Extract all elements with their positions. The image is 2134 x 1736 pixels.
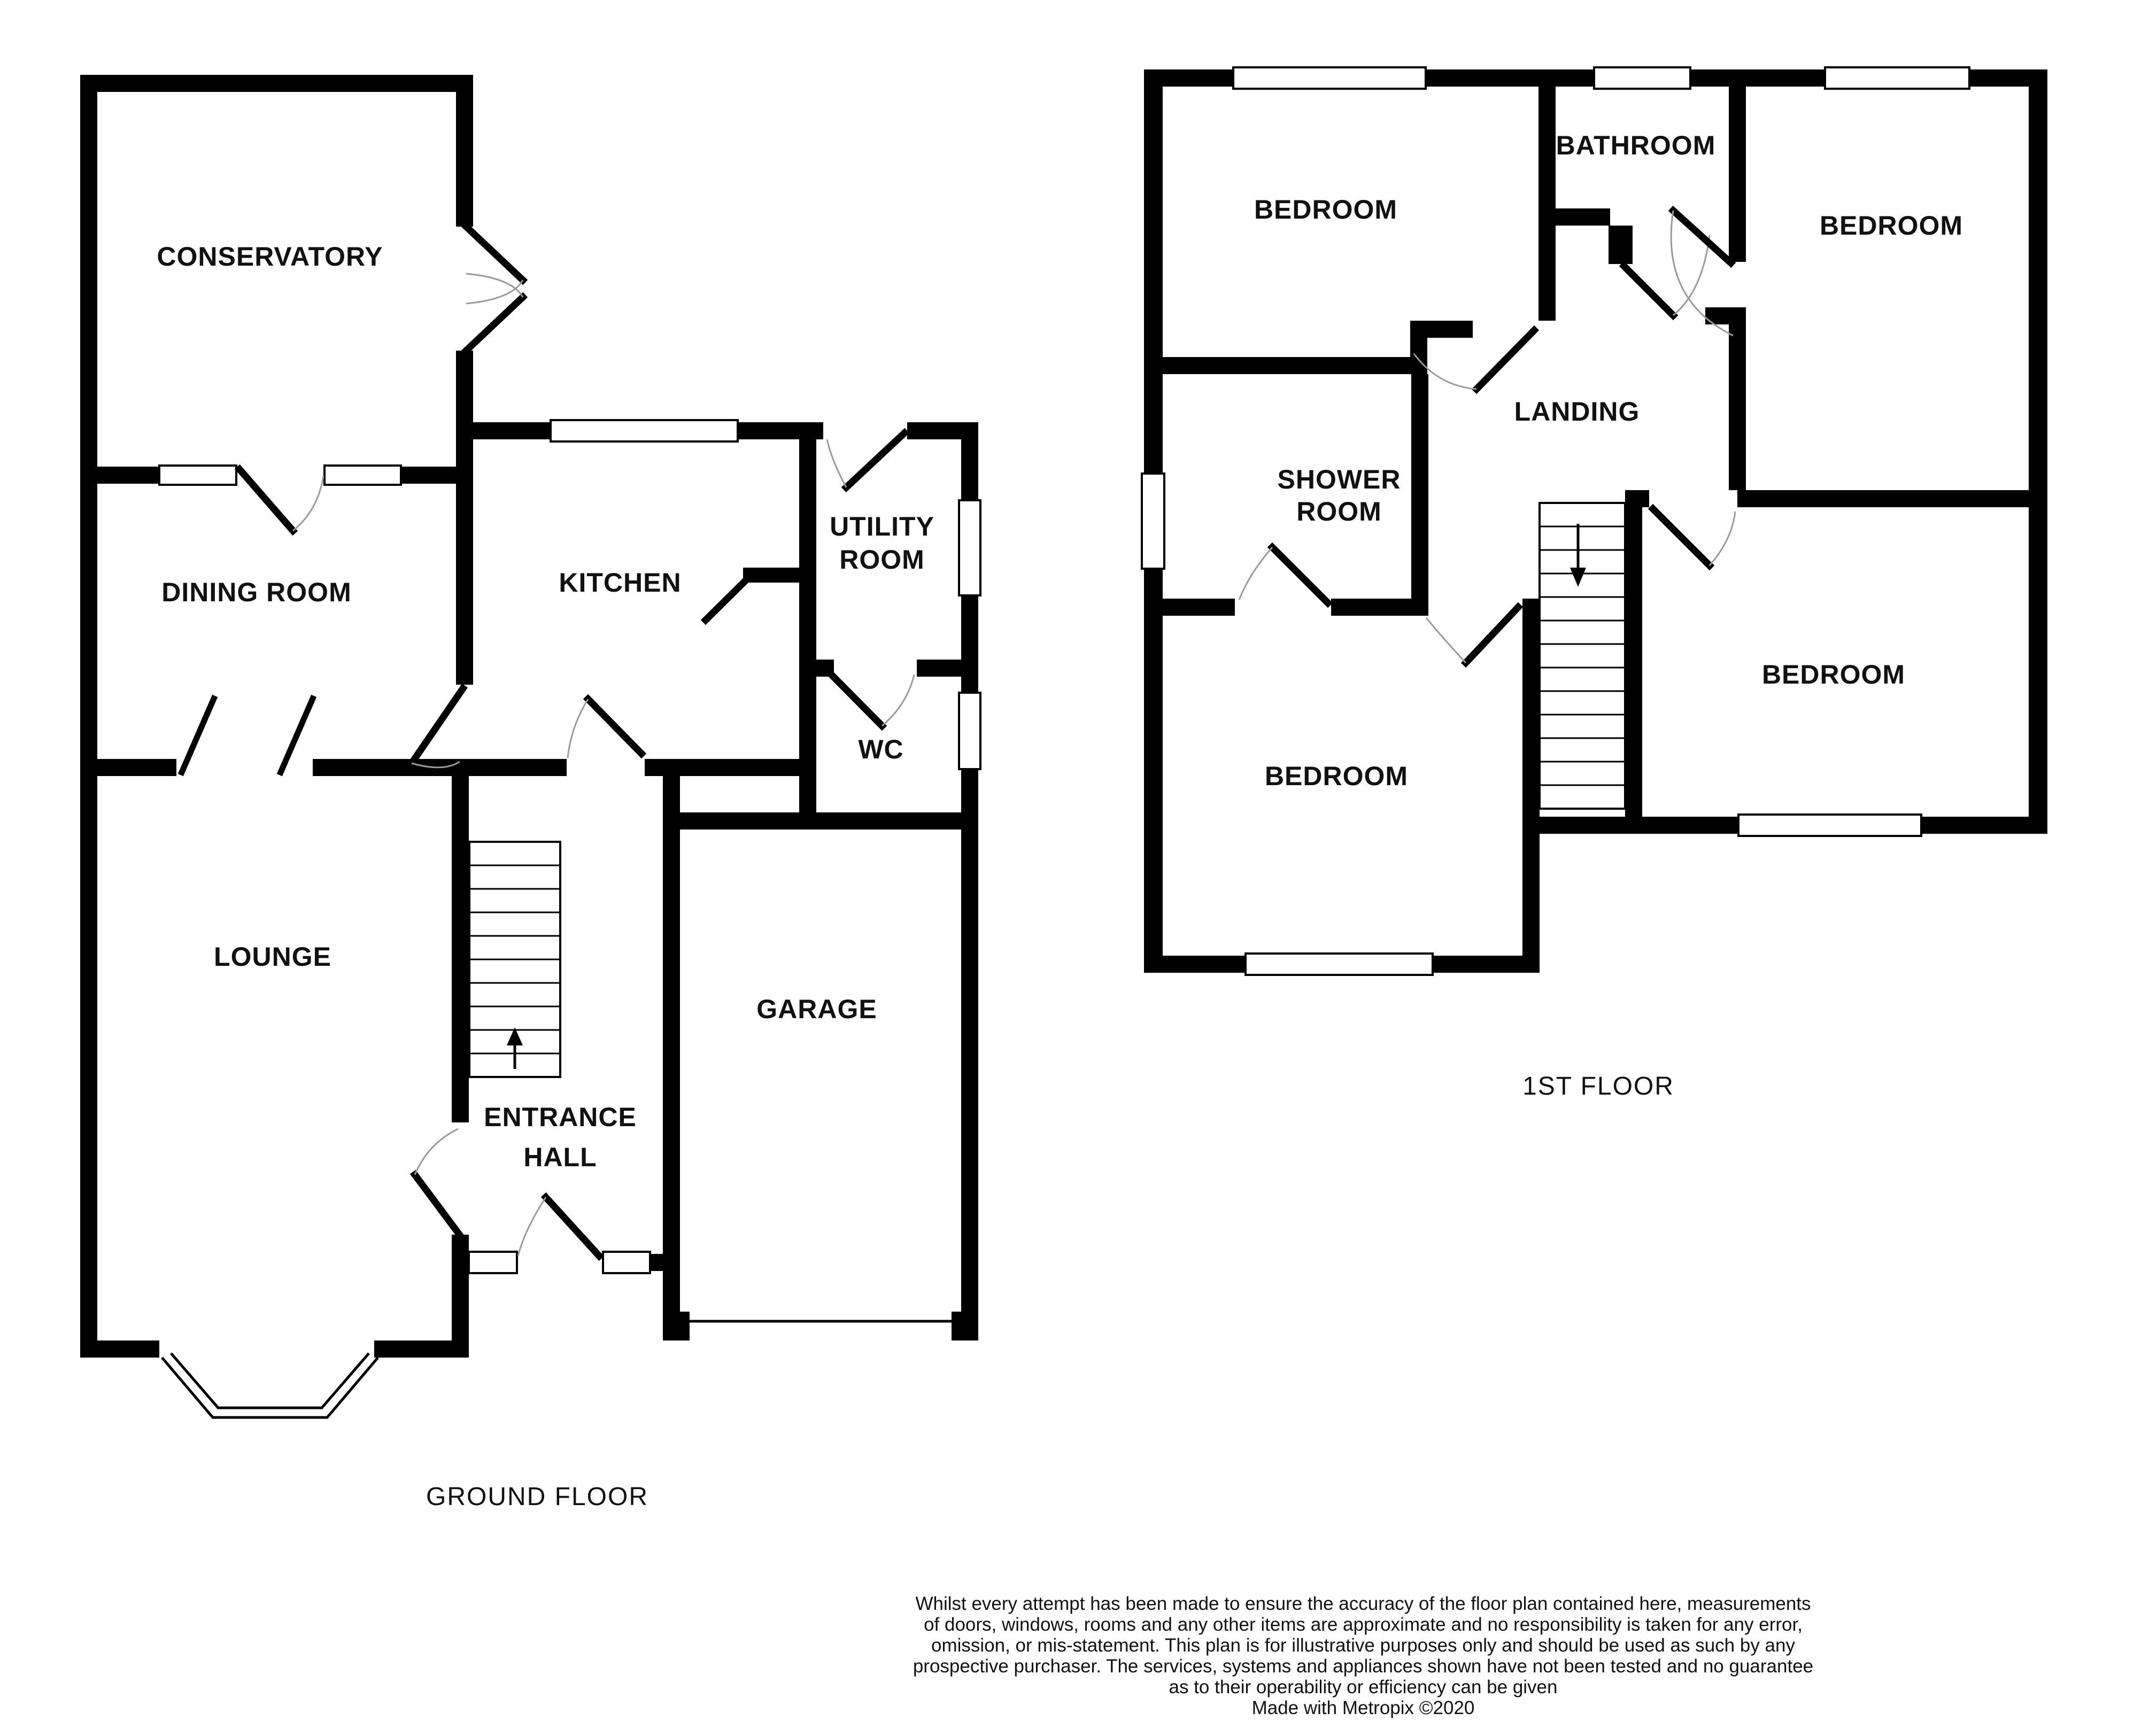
door-leaf [1624, 266, 1673, 315]
room-label-bedroom-bottom-left: BEDROOM [1264, 761, 1409, 791]
room-label-dining-room: DINING ROOM [161, 577, 352, 607]
room-label-wc: WC [858, 734, 904, 764]
door-bedroom-top-left [1414, 330, 1534, 389]
room-label-shower-line1: SHOWER [1277, 464, 1401, 494]
door-conservatory-dining [239, 469, 323, 531]
ground-floor-caption: GROUND FLOOR [426, 1483, 649, 1511]
front-door [518, 1197, 599, 1256]
bay-window-inner-line [171, 1353, 369, 1408]
door-leaf [239, 469, 293, 531]
room-label-bathroom: BATHROOM [1556, 130, 1716, 160]
room-label-entrance-line1: ENTRANCE [484, 1102, 637, 1132]
window [959, 500, 980, 595]
door-leaf [466, 227, 523, 280]
door-dining-kitchen [412, 688, 463, 768]
disclaimer-block [913, 1593, 1813, 1718]
door-leaf [846, 433, 904, 487]
window [1233, 67, 1426, 89]
room-label-landing: LANDING [1514, 397, 1640, 427]
disclaimer-line: of doors, windows, rooms and any other items are approximate and no responsibility is taken for any error, [924, 1614, 1803, 1635]
door-leaf [546, 1197, 599, 1256]
disclaimer-line: prospective purchaser. The services, systems and appliances shown have not been tested and no guarantee [913, 1656, 1814, 1677]
window [324, 466, 401, 485]
door-swing-arc [415, 1129, 458, 1175]
french-doors-conservatory [466, 227, 523, 351]
door-leaf [588, 699, 641, 754]
double-doors-dining-lounge [182, 699, 313, 772]
door-swing-arc [466, 280, 523, 304]
back-door-utility [827, 433, 904, 487]
door-swing-arc [568, 699, 588, 758]
door-leaf [466, 297, 523, 351]
door-swing-arc [1710, 511, 1735, 565]
door-swing-arc [882, 675, 914, 726]
window [603, 1252, 650, 1273]
door-swing-arc [827, 439, 846, 487]
window [1738, 815, 1921, 836]
room-label-bedroom-bottom-right: BEDROOM [1761, 660, 1906, 689]
door-leaf [826, 669, 882, 726]
ground-floor-plan [80, 75, 980, 1511]
staircase-ground [469, 842, 560, 1077]
disclaimer-line: Whilst every attempt has been made to ensure the accuracy of the floor plan contained here, measurements [915, 1593, 1811, 1614]
first-floor-plan [1142, 67, 2047, 1100]
door-leaf [1272, 547, 1328, 603]
staircase-first [1540, 503, 1625, 809]
door-shower-room [1239, 547, 1328, 603]
window [159, 466, 236, 485]
door-swing-arc [293, 476, 323, 531]
room-label-garage: GARAGE [756, 994, 877, 1024]
window [1825, 67, 1969, 89]
door-leaf [1653, 509, 1710, 565]
window [1594, 67, 1690, 89]
bay-window [162, 1353, 378, 1417]
room-label-conservatory: CONSERVATORY [157, 242, 383, 272]
door-leaf [1673, 211, 1731, 263]
door-leaf [415, 1175, 460, 1236]
room-label-utility-line1: UTILITY [830, 511, 934, 541]
room-label-utility-line2: ROOM [839, 545, 925, 575]
door-lounge-hall [415, 1129, 460, 1236]
disclaimer-line: as to their operability or efficiency can be given [1169, 1677, 1558, 1698]
door-bedroom-bottom-left [1426, 607, 1518, 663]
window [551, 420, 738, 441]
door-swing-arc [1239, 547, 1272, 600]
window [1142, 474, 1164, 569]
room-label-kitchen: KITCHEN [559, 568, 682, 598]
first-floor-caption: 1ST FLOOR [1522, 1072, 1674, 1100]
window [1246, 954, 1433, 975]
door-leaf [1476, 330, 1534, 389]
door-bathroom [1624, 235, 1710, 315]
staircase-outline [1540, 503, 1625, 809]
room-label-lounge: LOUNGE [214, 942, 331, 972]
window [959, 693, 980, 769]
door-utility-wc [826, 669, 914, 726]
door-leaf [281, 699, 313, 772]
door-leaf [412, 688, 463, 763]
disclaimer-line: omission, or mis-statement. This plan is for illustrative purposes only and should be used as such by any [931, 1635, 1795, 1656]
door-swing-arc [466, 274, 523, 297]
room-label-bedroom-top-right: BEDROOM [1819, 211, 1963, 241]
door-leaf [1466, 607, 1518, 663]
door-bedroom-bottom-right [1653, 509, 1735, 565]
room-label-entrance-line2: HALL [523, 1142, 597, 1172]
room-label-shower-line2: ROOM [1296, 497, 1382, 526]
window [469, 1252, 517, 1273]
door-swing-arc [1426, 618, 1466, 663]
door-kitchen-hall [568, 699, 641, 758]
credit-line: Made with Metropix ©2020 [1251, 1698, 1475, 1718]
room-label-bedroom-top-left: BEDROOM [1254, 195, 1398, 224]
splayed-wall-kitchen [706, 580, 746, 620]
door-leaf [182, 699, 214, 772]
door-swing-arc [518, 1197, 546, 1256]
